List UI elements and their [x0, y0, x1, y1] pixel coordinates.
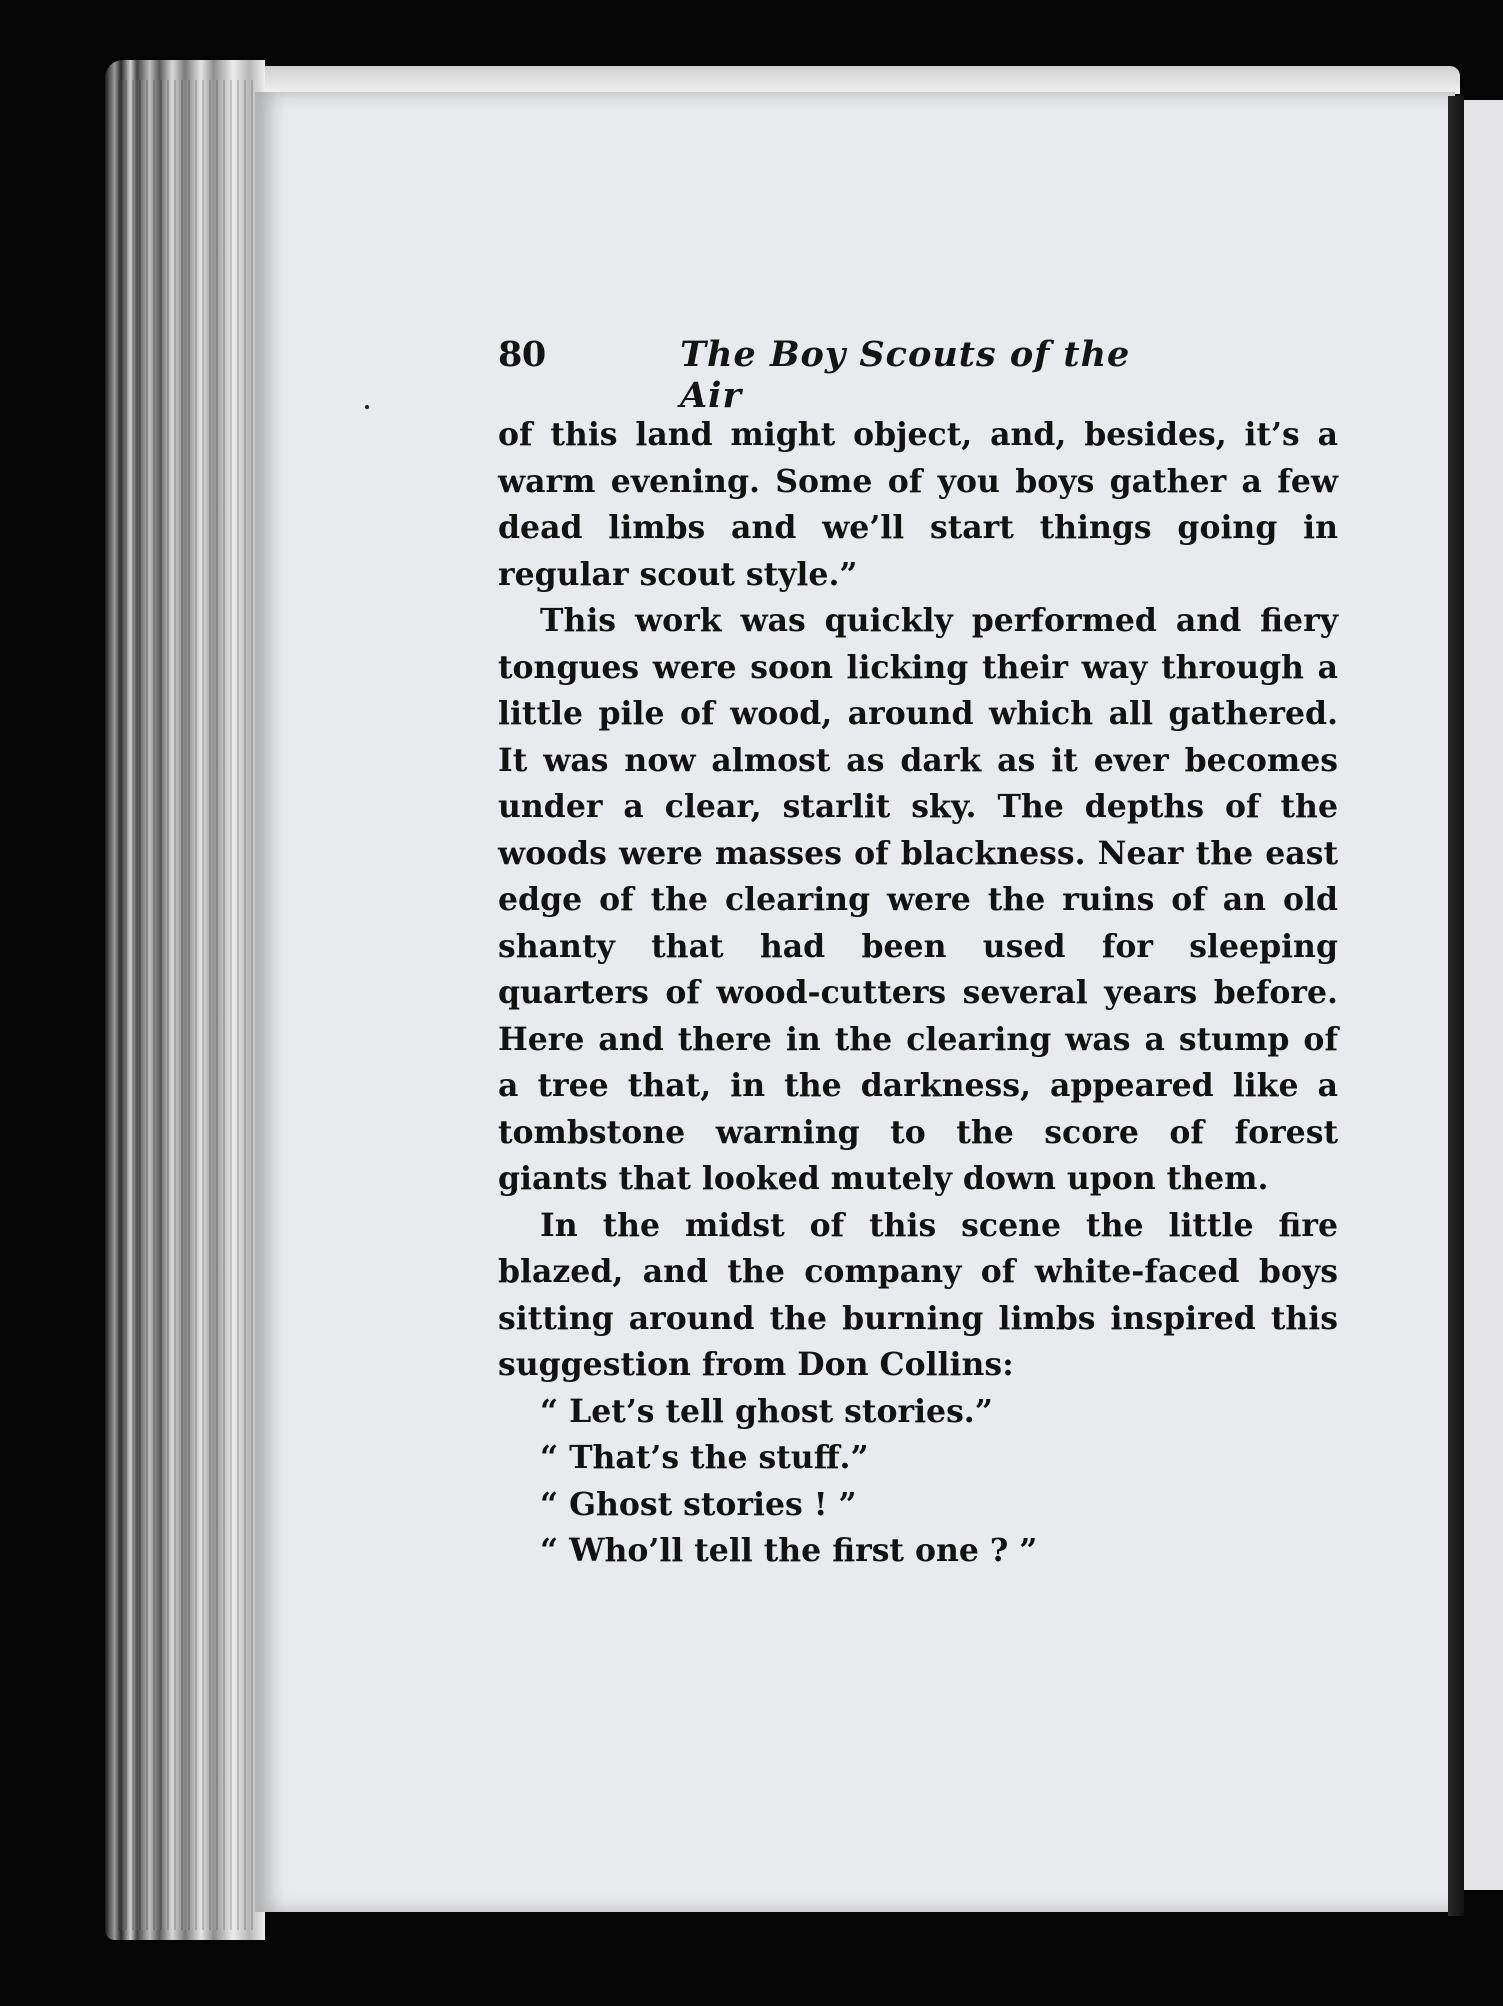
paragraph: of this land might object, and, besides, it’s a warm evening. Some of you boys gather a few dead limbs and we’ll start things going in regular scout style.” [498, 416, 1338, 593]
scan-speck [365, 405, 369, 409]
page-top-edge [150, 66, 1460, 94]
dialogue-line: “ Who’ll tell the first one ? ” [540, 1532, 1038, 1569]
page-header [498, 334, 1166, 416]
page-edges-texture [118, 80, 258, 1930]
paragraph: In the midst of this scene the little fire blazed, and the company of white-faced boys sitting around the burning limbs inspired this suggestion from Don Collins: [498, 1206, 1338, 1383]
dialogue-line: “ Let’s tell ghost stories.” [540, 1392, 993, 1430]
dialogue-line: “ That’s the stuff.” [540, 1439, 869, 1476]
gutter-shadow [1448, 96, 1464, 1916]
page-number: 80 [498, 334, 546, 375]
running-title: The Boy Scouts of the Air [680, 334, 1131, 416]
page-body [498, 412, 1338, 1575]
paragraph: This work was quickly performed and fiery tongues were soon licking their way through a little pile of wood, around which all gathered. It was now almost as dark as it ever becomes under a clear, starlit sky. The depths of the woods were masses of blackness. Near the east edge of the clearing were the ruins of an old shanty that had been used for sleeping quarters of wood-cutters several years before. Here and there in the clearing was a stump of a tree that, in the darkness, appeared like a tombstone warning to the score of forest giants that looked mutely down upon them. [498, 602, 1338, 1197]
dialogue-line: “ Ghost stories ! ” [540, 1485, 857, 1523]
opposite-page-edge [1462, 100, 1503, 1890]
